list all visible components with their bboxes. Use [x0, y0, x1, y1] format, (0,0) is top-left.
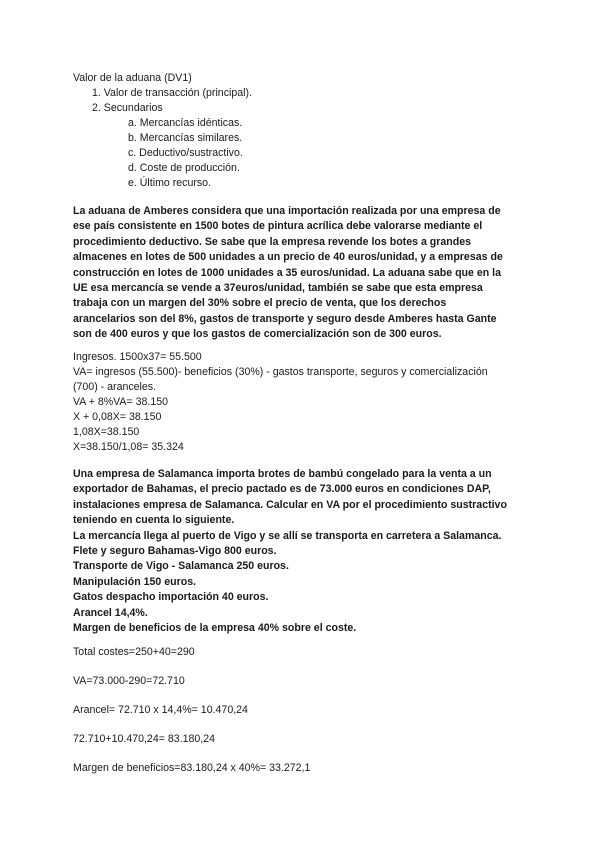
- problem-line: Manipulación 150 euros.: [73, 575, 197, 588]
- list-item: 1. Valor de transacción (principal).: [92, 87, 252, 99]
- problem-line: Arancel 14,4%.: [73, 606, 148, 619]
- solution-line: VA= ingresos (55.500)- beneficios (30%) - gastos transporte, seguros y comercialización: [73, 366, 488, 378]
- solution-line: X=38.150/1,08= 35.324: [73, 441, 184, 453]
- problem-line: Flete y seguro Bahamas-Vigo 800 euros.: [73, 545, 277, 558]
- sub-list-item: b. Mercancías similares.: [128, 132, 243, 144]
- problem-line: Una empresa de Salamanca importa brotes de bambú congelado para la venta a un: [73, 468, 492, 480]
- solution-line: VA + 8%VA= 38.150: [73, 396, 169, 408]
- solution-line: Ingresos. 1500x37= 55.500: [73, 351, 202, 363]
- sub-list-item: a. Mercancías idénticas.: [128, 117, 243, 129]
- problem-line: procedimiento deductivo. Se sabe que la empresa revende los botes a grandes: [73, 235, 471, 248]
- problem-line: instalaciones empresa de Salamanca. Calcular en VA por el procedimiento sustractivo: [73, 498, 507, 511]
- problem-line: teniendo en cuenta lo siguiente.: [73, 514, 235, 527]
- section-heading: Valor de la aduana (DV1): [73, 72, 192, 84]
- sub-list-item: c. Deductivo/sustractivo.: [128, 147, 243, 159]
- sub-list-item: e. Último recurso.: [128, 177, 212, 189]
- problem-line: Transporte de Vigo - Salamanca 250 euros.: [73, 560, 289, 573]
- sub-list-item: d. Coste de producción.: [128, 162, 240, 174]
- solution-line: Total costes=250+40=290: [73, 646, 195, 658]
- problem-line: Margen de beneficios de la empresa 40% sobre el coste.: [73, 622, 357, 635]
- problem-statement: [73, 467, 533, 636]
- list-item: 2. Secundarios: [92, 102, 163, 114]
- problem-line: construcción en lotes de 1000 unidades a 35 euros/unidad. La aduana sabe que en la: [73, 266, 502, 279]
- problem-line: ese país consistente en 1500 botes de pintura acrílica debe valorarse mediante el: [73, 220, 483, 233]
- problem-line: almacenes en lotes de 500 unidades a un precio de 40 euros/unidad, y a empresas de: [73, 251, 503, 264]
- problem-line: arancelarios son del 8%, gastos de transporte y seguro desde Amberes hasta Gante: [73, 312, 497, 325]
- solution-line: Arancel= 72.710 x 14,4%= 10.470,24: [73, 704, 248, 716]
- solution-line: 72.710+10.470,24= 83.180,24: [73, 733, 215, 745]
- solution-line: X + 0,08X= 38.150: [73, 411, 162, 423]
- problem-line: trabaja con un margen del 30% sobre el precio de venta, que los derechos: [73, 297, 447, 310]
- solution-line: VA=73.000-290=72.710: [73, 675, 185, 687]
- problem-line: UE esa mercancía se vende a 37euros/unidad, también se sabe que esta empresa: [73, 282, 483, 295]
- solution-line: 1,08X=38.150: [73, 426, 140, 438]
- problem-line: son de 400 euros y que los gastos de comercialización son de 300 euros.: [73, 328, 442, 341]
- problem-line: La aduana de Amberes considera que una importación realizada por una empresa de: [73, 205, 501, 217]
- problem-line: La mercancía llega al puerto de Vigo y se allí se transporta en carretera a Salamanca.: [73, 529, 502, 542]
- solution-line: Margen de beneficios=83.180,24 x 40%= 33.272,1: [73, 762, 311, 774]
- problem-line: Gatos despacho importación 40 euros.: [73, 591, 269, 604]
- solution-line: (700) - aranceles.: [73, 381, 157, 393]
- problem-statement: [73, 204, 533, 343]
- problem-line: exportador de Bahamas, el precio pactado es de 73.000 euros en condiciones DAP,: [73, 483, 491, 496]
